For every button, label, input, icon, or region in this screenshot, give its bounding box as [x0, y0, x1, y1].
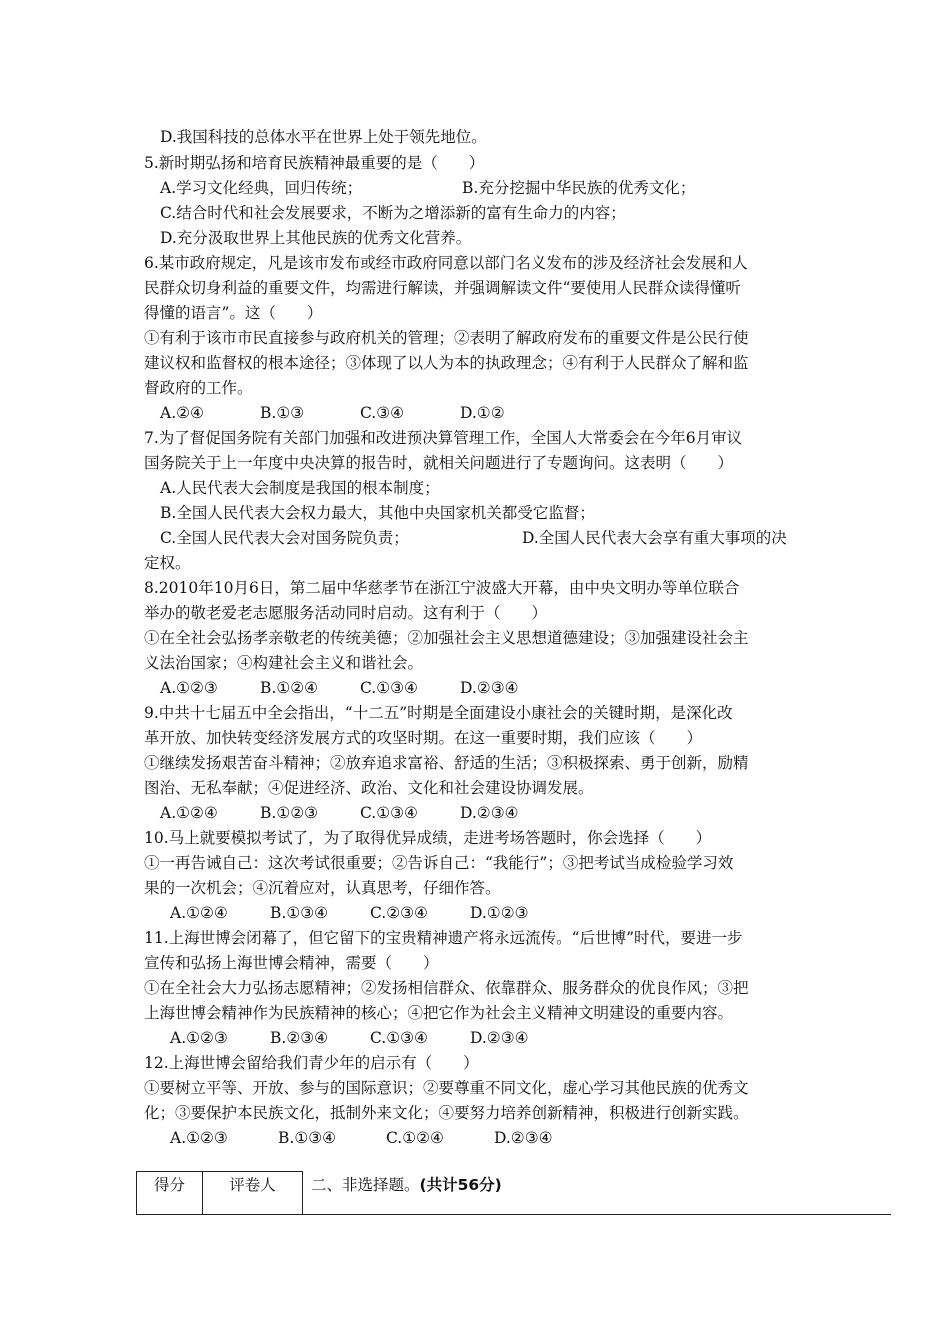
text-line: 民群众切身利益的重要文件，均需进行解读，并强调解读文件“要使用人民群众读得懂听	[144, 279, 741, 297]
answer-option: B.充分挖掘中华民族的优秀文化；	[462, 179, 696, 197]
text-line: 图治、无私奉献；④促进经济、政治、文化和社会建设协调发展。	[144, 779, 594, 797]
answer-option: C.①③④	[360, 804, 418, 822]
text-line: D.充分汲取世界上其他民族的优秀文化营养。	[160, 229, 472, 247]
answer-option: D.②③④	[494, 1129, 553, 1147]
answer-option: A.①②③	[160, 679, 218, 697]
text-line: 上海世博会精神作为民族精神的核心；④把它作为社会主义精神文明建设的重要内容。	[144, 1004, 734, 1022]
text-line: 8.2010年10月6日，第二届中华慈孝节在浙江宁波盛大开幕，由中央文明办等单位联合	[144, 579, 740, 597]
text-line: ①要树立平等、开放、参与的国际意识；②要尊重不同文化，虚心学习其他民族的优秀文	[144, 1079, 749, 1097]
text-line: 定权。	[144, 554, 191, 572]
grader-cell	[202, 1171, 302, 1215]
answer-option: A.②④	[160, 404, 204, 422]
answer-option: A.①②③	[170, 1129, 228, 1147]
answer-option: C.①②④	[386, 1129, 444, 1147]
answer-option: B.①③④	[278, 1129, 337, 1147]
section-points: (共计56分)	[419, 1176, 502, 1194]
text-line: 9.中共十七届五中全会指出，“十二五”时期是全面建设小康社会的关键时期，是深化改	[144, 704, 733, 722]
text-line: 6.某市政府规定，凡是该市发布或经市政府同意以部门名义发布的涉及经济社会发展和人	[144, 254, 748, 272]
answer-option: D.①②	[460, 404, 505, 422]
text-line: ①继续发扬艰苦奋斗精神；②放弃追求富裕、舒适的生活；③积极探索、勇于创新，励精	[144, 754, 749, 772]
answer-option: B.①②④	[260, 679, 319, 697]
answer-option: D.②③④	[470, 1029, 529, 1047]
answer-option: A.①②③	[170, 1029, 228, 1047]
answer-option: B.①③	[260, 404, 305, 422]
text-line: C.结合时代和社会发展要求，不断为之增添新的富有生命力的内容；	[160, 204, 626, 222]
text-line: D.我国科技的总体水平在世界上处于领先地位。	[160, 128, 487, 146]
text-line: 7.为了督促国务院有关部门加强和改进预决算管理工作，全国人大常委会在今年6月审议	[144, 429, 743, 447]
grader-label: 评卷人	[229, 1176, 276, 1194]
answer-option: D.②③④	[460, 804, 519, 822]
text-line: ①一再告诫自己：这次考试很重要；②告诉自己：“我能行”；③把考试当成检验学习效	[144, 854, 734, 872]
answer-option: D.全国人民代表大会享有重大事项的决	[522, 529, 787, 547]
text-line: 12.上海世博会留给我们青少年的启示有（ ）	[144, 1054, 479, 1072]
answer-option: B.①③④	[270, 904, 329, 922]
text-line: B.全国人民代表大会权力最大，其他中央国家机关都受它监督；	[160, 504, 595, 522]
answer-option: A.学习文化经典，回归传统；	[160, 179, 363, 197]
score-cell	[136, 1171, 202, 1215]
answer-option: C.①③④	[360, 679, 418, 697]
score-label: 得分	[153, 1176, 185, 1194]
text-line: 化；③要保护本民族文化，抵制外来文化；④要努力培养创新精神，积极进行创新实践。	[144, 1104, 749, 1122]
text-line: 11.上海世博会闭幕了，但它留下的宝贵精神遗产将永远流传。“后世博”时代，要进一步	[144, 929, 743, 947]
text-line: 国务院关于上一年度中央决算的报告时，就相关问题进行了专题询问。这表明（ ）	[144, 454, 734, 472]
text-line: 宣传和弘扬上海世博会精神，需要（ ）	[144, 954, 439, 972]
text-line: 建议权和监督权的根本途径；③体现了以人为本的执政理念；④有利于人民群众了解和监	[144, 354, 749, 372]
text-line: A.人民代表大会制度是我国的根本制度；	[160, 479, 440, 497]
text-line: 5.新时期弘扬和培育民族精神最重要的是（ ）	[144, 154, 485, 172]
text-line: 革开放、加快转变经济发展方式的攻坚时期。在这一重要时期，我们应该（ ）	[144, 729, 703, 747]
text-line: ①在全社会大力弘扬志愿精神；②发扬相信群众、依靠群众、服务群众的优良作风；③把	[144, 979, 749, 997]
answer-option: D.②③④	[460, 679, 519, 697]
answer-option: C.②③④	[370, 904, 428, 922]
text-line: 得懂的语言”。这（ ）	[144, 304, 323, 322]
answer-option: D.①②③	[470, 904, 529, 922]
section-title-cell	[302, 1171, 891, 1215]
answer-option: B.②③④	[270, 1029, 329, 1047]
score-table-bottom-border	[136, 1214, 891, 1215]
answer-option: C.全国人民代表大会对国务院负责；	[160, 529, 409, 547]
score-table	[136, 1171, 891, 1215]
answer-option: B.①②③	[260, 804, 319, 822]
text-line: 举办的敬老爱老志愿服务活动同时启动。这有利于（ ）	[144, 604, 548, 622]
answer-option: A.①②④	[170, 904, 228, 922]
text-line: ①在全社会弘扬孝亲敬老的传统美德；②加强社会主义思想道德建设；③加强建设社会主	[144, 629, 749, 647]
text-line: 义法治国家；④构建社会主义和谐社会。	[144, 654, 424, 672]
text-line: 10.马上就要模拟考试了，为了取得优异成绩，走进考场答题时，你会选择（ ）	[144, 829, 712, 847]
answer-option: A.①②④	[160, 804, 218, 822]
answer-option: C.③④	[360, 404, 405, 422]
text-line: 果的一次机会；④沉着应对，认真思考，仔细作答。	[144, 879, 501, 897]
text-line: 督政府的工作。	[144, 379, 253, 397]
answer-option: C.①③④	[370, 1029, 428, 1047]
section-title: 二、非选择题。	[311, 1176, 420, 1194]
text-line: ①有利于该市市民直接参与政府机关的管理；②表明了解政府发布的重要文件是公民行使	[144, 329, 749, 347]
